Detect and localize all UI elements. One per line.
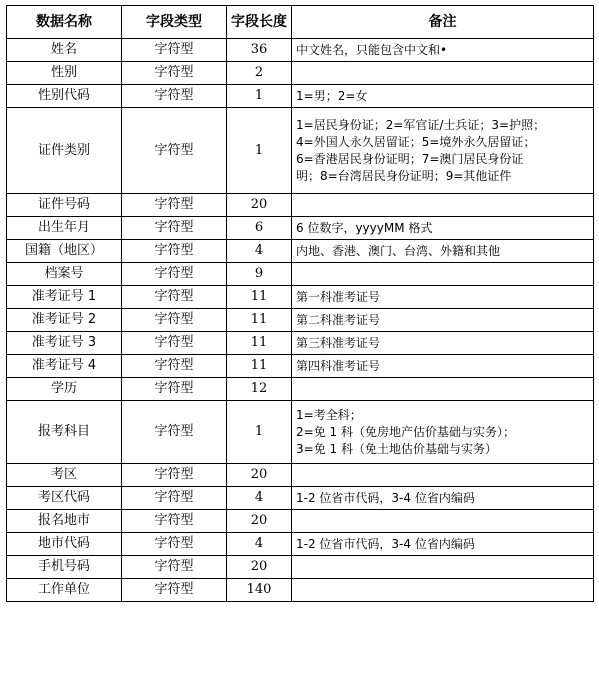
remark-line: 第二科准考证号 [296, 312, 381, 327]
remark-line: 内地、香港、澳门、台湾、外籍和其他 [296, 243, 501, 258]
remark-line: 6=香港居民身份证明；7=澳门居民身份证 [296, 151, 524, 166]
cell-field-length: 36 [227, 39, 292, 62]
remark-line: 1=考全科； [296, 407, 362, 422]
cell-field-name: 出生年月 [7, 217, 122, 240]
cell-field-type: 字符型 [122, 240, 227, 263]
cell-field-type: 字符型 [122, 217, 227, 240]
cell-remarks [292, 401, 594, 464]
table-row [7, 355, 594, 378]
cell-remarks [292, 194, 594, 217]
cell-field-name: 工作单位 [7, 579, 122, 602]
cell-field-type: 字符型 [122, 533, 227, 556]
cell-remarks [292, 286, 594, 309]
table-row [7, 62, 594, 85]
table-row [7, 263, 594, 286]
header-remarks: 备注 [292, 6, 594, 39]
cell-field-type: 字符型 [122, 401, 227, 464]
table-row [7, 194, 594, 217]
table-row [7, 240, 594, 263]
table-row [7, 464, 594, 487]
cell-field-length: 20 [227, 194, 292, 217]
table-row [7, 510, 594, 533]
cell-field-type: 字符型 [122, 309, 227, 332]
remark-line: 第四科准考证号 [296, 358, 381, 373]
cell-field-name: 国籍（地区） [7, 240, 122, 263]
cell-field-name: 学历 [7, 378, 122, 401]
cell-field-name: 手机号码 [7, 556, 122, 579]
table-row [7, 487, 594, 510]
cell-field-length: 1 [227, 85, 292, 108]
table-row [7, 556, 594, 579]
cell-field-length: 9 [227, 263, 292, 286]
remark-line: 第一科准考证号 [296, 289, 381, 304]
cell-field-name: 性别 [7, 62, 122, 85]
cell-remarks [292, 332, 594, 355]
cell-field-type: 字符型 [122, 556, 227, 579]
cell-field-length: 1 [227, 108, 292, 194]
cell-field-type: 字符型 [122, 487, 227, 510]
cell-field-name: 性别代码 [7, 85, 122, 108]
remark-line: 4=外国人永久居留证；5=境外永久居留证； [296, 134, 536, 149]
cell-field-length: 20 [227, 464, 292, 487]
cell-field-type: 字符型 [122, 39, 227, 62]
cell-field-length: 4 [227, 533, 292, 556]
cell-field-length: 11 [227, 309, 292, 332]
remark-line: 1=男；2=女 [296, 88, 368, 103]
remark-line: 1-2 位省市代码，3-4 位省内编码 [296, 536, 475, 551]
table-row [7, 401, 594, 464]
cell-field-length: 2 [227, 62, 292, 85]
cell-field-name: 准考证号 2 [7, 309, 122, 332]
cell-field-type: 字符型 [122, 510, 227, 533]
cell-field-length: 4 [227, 487, 292, 510]
table-row [7, 217, 594, 240]
table-row [7, 286, 594, 309]
remark-line: 中文姓名，只能包含中文和• [296, 42, 448, 57]
cell-field-length: 20 [227, 556, 292, 579]
cell-field-name: 准考证号 1 [7, 286, 122, 309]
header-field-length: 字段长度 [227, 6, 292, 39]
cell-field-name: 考区代码 [7, 487, 122, 510]
remark-line: 明；8=台湾居民身份证明；9=其他证件 [296, 168, 512, 183]
cell-field-type: 字符型 [122, 286, 227, 309]
cell-field-type: 字符型 [122, 579, 227, 602]
cell-remarks [292, 39, 594, 62]
cell-remarks [292, 533, 594, 556]
cell-remarks [292, 108, 594, 194]
table-row [7, 39, 594, 62]
cell-field-name: 证件号码 [7, 194, 122, 217]
cell-remarks [292, 240, 594, 263]
cell-remarks [292, 62, 594, 85]
remark-line: 6 位数字，yyyyMM 格式 [296, 220, 433, 235]
cell-remarks [292, 510, 594, 533]
remark-line: 2=免 1 科（免房地产估价基础与实务）； [296, 424, 515, 439]
cell-field-type: 字符型 [122, 194, 227, 217]
cell-field-length: 11 [227, 355, 292, 378]
cell-field-name: 报名地市 [7, 510, 122, 533]
cell-field-type: 字符型 [122, 108, 227, 194]
cell-field-length: 4 [227, 240, 292, 263]
cell-field-name: 姓名 [7, 39, 122, 62]
table-row [7, 579, 594, 602]
cell-remarks [292, 85, 594, 108]
cell-field-length: 6 [227, 217, 292, 240]
remark-line: 3=免 1 科（免土地估价基础与实务） [296, 441, 497, 456]
cell-field-name: 准考证号 3 [7, 332, 122, 355]
cell-field-name: 考区 [7, 464, 122, 487]
cell-remarks [292, 487, 594, 510]
field-spec-table [6, 5, 594, 602]
cell-field-length: 12 [227, 378, 292, 401]
table-row [7, 378, 594, 401]
cell-remarks [292, 217, 594, 240]
cell-field-name: 证件类别 [7, 108, 122, 194]
field-spec-table-container [6, 5, 594, 602]
remark-line: 第三科准考证号 [296, 335, 381, 350]
table-header-row [7, 6, 594, 39]
header-field-name: 数据名称 [7, 6, 122, 39]
cell-field-name: 档案号 [7, 263, 122, 286]
cell-remarks [292, 378, 594, 401]
table-row [7, 332, 594, 355]
cell-field-type: 字符型 [122, 332, 227, 355]
cell-field-type: 字符型 [122, 355, 227, 378]
table-row [7, 108, 594, 194]
remark-line: 1=居民身份证；2=军官证/士兵证；3=护照； [296, 117, 546, 132]
cell-field-type: 字符型 [122, 464, 227, 487]
cell-remarks [292, 556, 594, 579]
table-row [7, 85, 594, 108]
cell-field-length: 11 [227, 332, 292, 355]
cell-field-length: 11 [227, 286, 292, 309]
remark-line: 1-2 位省市代码，3-4 位省内编码 [296, 490, 475, 505]
cell-remarks [292, 263, 594, 286]
cell-field-name: 报考科目 [7, 401, 122, 464]
cell-remarks [292, 309, 594, 332]
cell-field-type: 字符型 [122, 62, 227, 85]
cell-field-length: 1 [227, 401, 292, 464]
cell-field-name: 准考证号 4 [7, 355, 122, 378]
cell-remarks [292, 464, 594, 487]
cell-field-type: 字符型 [122, 263, 227, 286]
cell-remarks [292, 355, 594, 378]
cell-field-length: 140 [227, 579, 292, 602]
cell-field-length: 20 [227, 510, 292, 533]
cell-field-type: 字符型 [122, 378, 227, 401]
table-row [7, 533, 594, 556]
table-row [7, 309, 594, 332]
cell-remarks [292, 579, 594, 602]
cell-field-type: 字符型 [122, 85, 227, 108]
header-field-type: 字段类型 [122, 6, 227, 39]
cell-field-name: 地市代码 [7, 533, 122, 556]
